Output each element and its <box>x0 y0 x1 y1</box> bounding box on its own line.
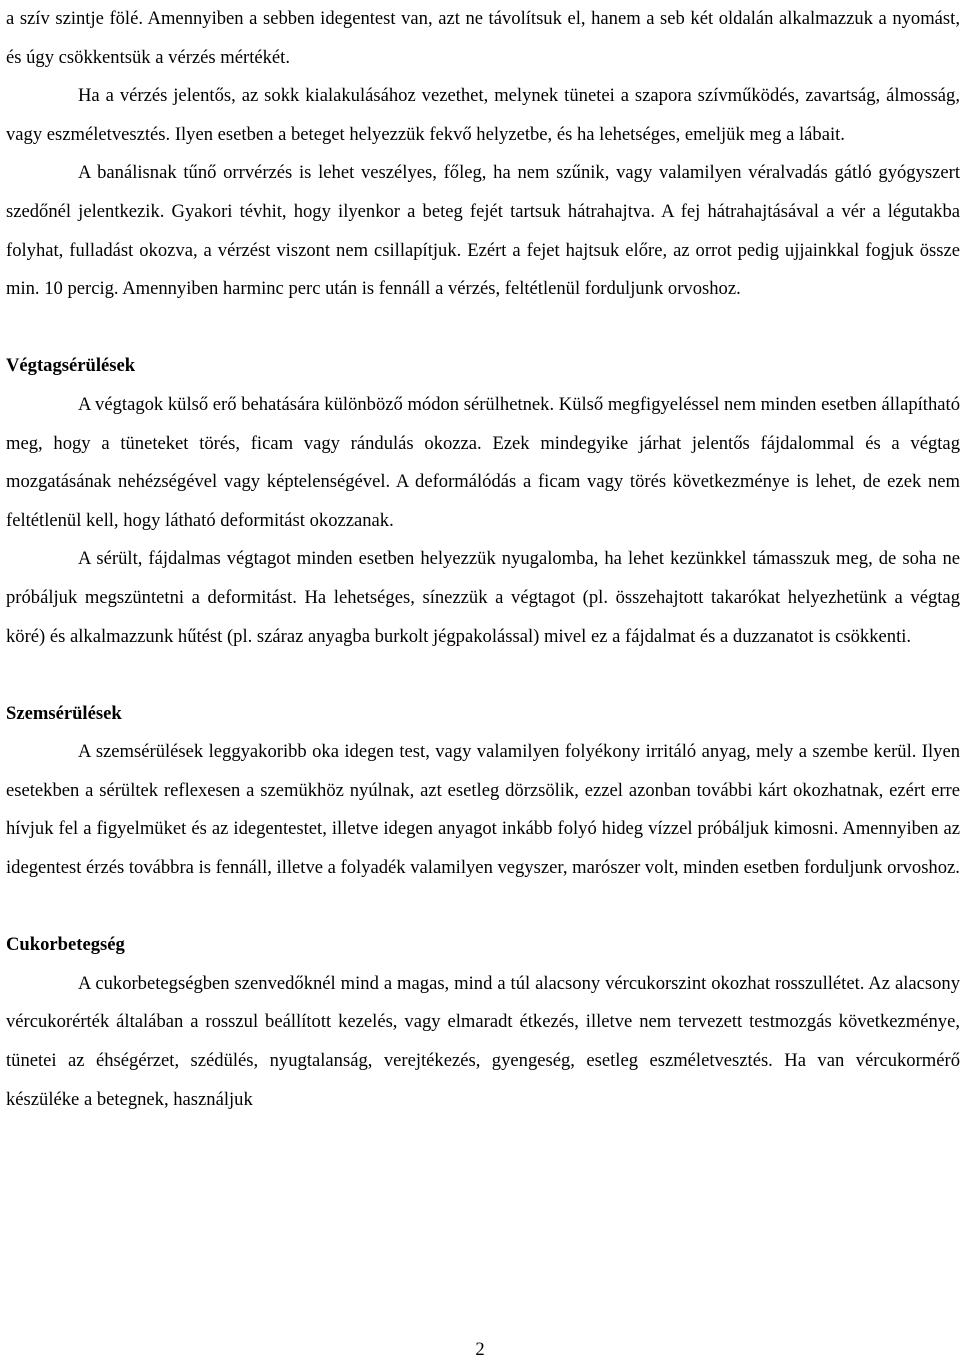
paragraph-diabetes: A cukorbetegségben szenvedőknél mind a magas, mind a túl alacsony vércukorszint okozhat rosszullétet. Az alacsony vércukorérték általában a rosszul beállított kezelés, vagy elmaradt étkezés, illetve nem tervezett testmozgás következménye, tünetei az éhségérzet, szédülés, nyugtalanság, verejtékezés, gyengeség, esetleg eszméletvesztés. Ha van vércukormérő készüléke a betegnek, használjuk <box>6 972 960 1110</box>
heading-diabetes: Cukorbetegség <box>6 934 125 956</box>
paragraph-bleeding-pressure: a szív szintje fölé. Amennyiben a sebben idegentest van, azt ne távolítsuk el, hanem a seb két oldalán alkalmazzuk a nyomást, és úgy csökkentsük a vérzés mértékét. <box>6 8 960 68</box>
document-page <box>6 0 960 1119</box>
section-spacer <box>6 888 960 927</box>
paragraph-nosebleed: A banálisnak tűnő orrvérzés is lehet veszélyes, főleg, ha nem szűnik, vagy valamilyen véralvadás gátló gyógyszert szedőnél jelentkezik. Gyakori tévhit, hogy ilyenkor a beteg fejét tartsuk hátrahajtva. A fej hátrahajtásával a vér a légutakba folyhat, fulladást okozva, a vérzést viszont nem csillapítjuk. Ezért a fejet hajtsuk előre, az orrot pedig ujjainkkal fogjuk össze min. 10 percig. Amennyiben harminc perc után is fennáll a vérzés, feltétlenül forduljunk orvoshoz. <box>6 162 960 300</box>
paragraph-limb-injuries-2: A sérült, fájdalmas végtagot minden esetben helyezzük nyugalomba, ha lehet kezünkkel támasszuk meg, de soha ne próbáljuk megszüntetni a deformitást. Ha lehetséges, sínezzük a végtagot (pl. összehajtott takarókat helyezhetünk a végtag köré) és alkalmazzunk hűtést (pl. száraz anyagba burkolt jégpakolással) mivel ez a fájdalmat és a duzzanatot is csökkenti. <box>6 548 960 647</box>
paragraph-limb-injuries-1: A végtagok külső erő behatására különböző módon sérülhetnek. Külső megfigyeléssel nem minden esetben állapítható meg, hogy a tüneteket törés, ficam vagy rándulás okozza. Ezek mindegyike járhat jelentős fájdalommal és a végtag mozgatásának nehézségével vagy képtelenségével. A deformálódás a ficam vagy törés következménye is lehet, de ezek nem feltétlenül kell, hogy látható deformitást okozzanak. <box>6 393 960 531</box>
section-spacer <box>6 309 960 348</box>
section-spacer <box>6 656 960 695</box>
paragraph-shock: Ha a vérzés jelentős, az sokk kialakulásához vezethet, melynek tünetei a szapora szívműködés, zavartság, álmosság, vagy eszméletvesztés. Ilyen esetben a beteget helyezzük fekvő helyzetbe, és ha lehetséges, emeljük meg a lábait. <box>6 85 960 145</box>
heading-limb-injuries: Végtagsérülések <box>6 355 136 377</box>
page-number: 2 <box>475 1339 485 1360</box>
heading-eye-injuries: Szemsérülések <box>6 702 122 724</box>
paragraph-eye-injuries: A szemsérülések leggyakoribb oka idegen test, vagy valamilyen folyékony irritáló anyag, mely a szembe kerül. Ilyen esetekben a sérültek reflexesen a szemükhöz nyúlnak, azt esetleg dörzsölik, ezzel azonban további kárt okozhatnak, ezért erre hívjuk fel a figyelmüket és az idegentestet, illetve idegen anyagot inkább folyó hideg vízzel próbáljuk kimosni. Amennyiben az idegentest érzés továbbra is fennáll, illetve a folyadék valamilyen vegyszer, marószer volt, minden esetben forduljunk orvoshoz. <box>6 741 960 879</box>
